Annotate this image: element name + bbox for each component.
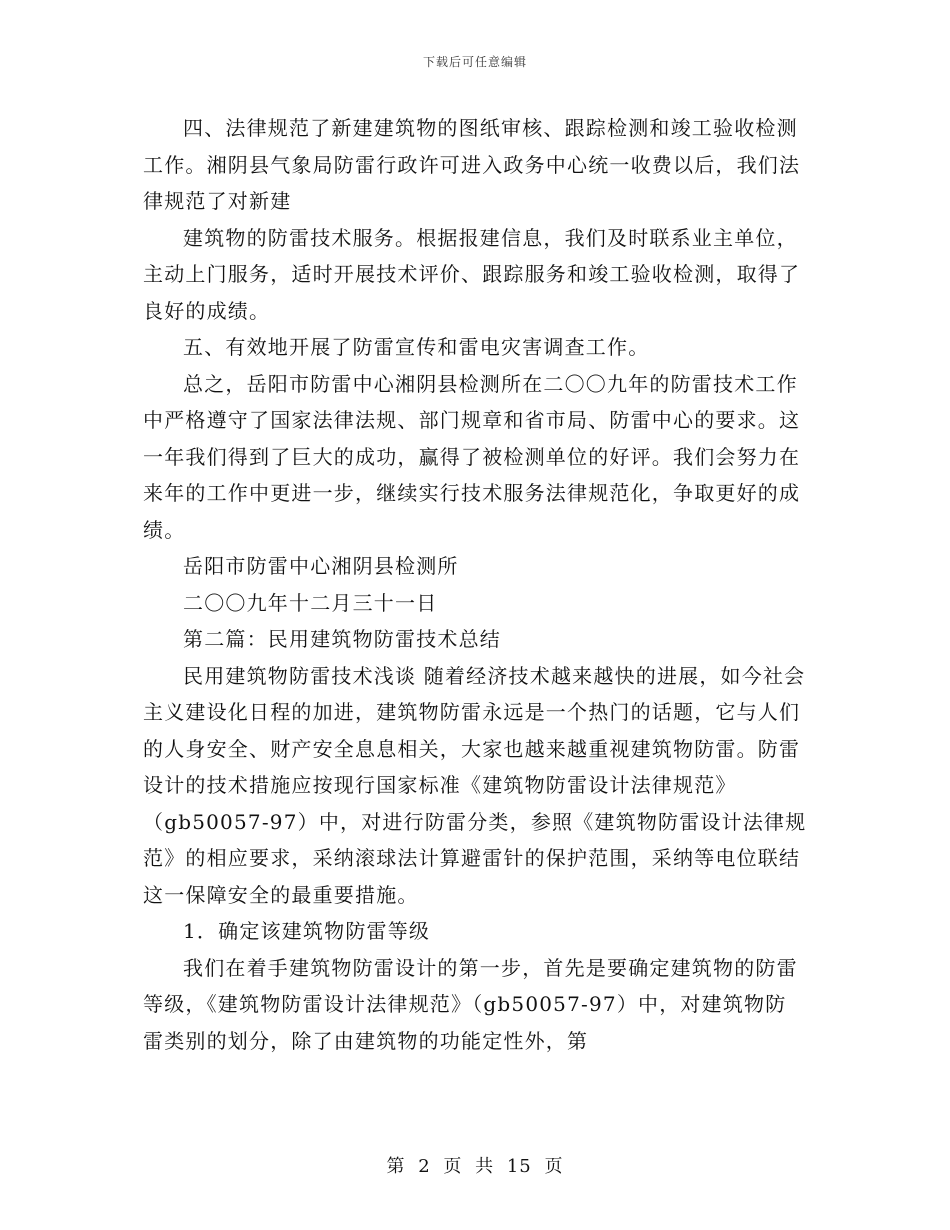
document-body <box>143 110 807 1059</box>
page-number: 第 2 页 共 15 页 <box>386 1156 564 1177</box>
paragraph-section-4: 四、法律规范了新建建筑物的图纸审核、跟踪检测和竣工验收检测工作。湘阴县气象局防雷行政许可进入政务中心统一收费以后，我们法律规范了对新建 <box>143 116 801 213</box>
signature-organization: 岳阳市防雷中心湘阴县检测所 <box>183 554 459 578</box>
paragraph-section-5: 五、有效地开展了防雷宣传和雷电灾害调查工作。 <box>183 335 650 359</box>
numbered-heading-1: 1．确定该建筑物防雷等级 <box>183 919 431 943</box>
page-header: 下载后可任意编辑 <box>422 55 527 69</box>
paragraph-summary: 总之，岳阳市防雷中心湘阴县检测所在二〇〇九年的防雷技术工作中严格遵守了国家法律法规、部门规章和省市局、防雷中心的要求。这一年我们得到了巨大的成功，赢得了被检测单位的好评。我们会努力在来年的工作中更进一步，继续实行技术服务法律规范化，争取更好的成绩。 <box>143 371 801 542</box>
paragraph-grade: 我们在着手建筑物防雷设计的第一步，首先是要确定建筑物的防雷等级，《建筑物防雷设计法律规范》（gb50057-97）中，对建筑物防雷类别的划分，除了由建筑物的功能定性外，第 <box>143 955 798 1053</box>
paragraph-section-4-cont: 建筑物的防雷技术服务。根据报建信息，我们及时联系业主单位，主动上门服务，适时开展技术评价、跟踪服务和竣工验收检测，取得了良好的成绩。 <box>143 225 801 323</box>
paragraph-intro: 民用建筑物防雷技术浅谈 随着经济技术越来越快的进展，如今社会主义建设化日程的加进，建筑物防雷永远是一个热门的话题，它与人们的人身安全、财产安全息息相关，大家也越来越重视建筑物防雷。防雷设计的技术措施应按现行国家标准《建筑物防雷设计法律规范》（gb50057-97）中，对进行防雷分类，参照《建筑物防雷设计法律规范》的相应要求，采纳滚球法计算避雷针的保护范围，采纳等电位联结这一保障安全的最重要措施。 <box>143 663 807 907</box>
signature-date: 二〇〇九年十二月三十一日 <box>183 590 438 615</box>
section-heading-part-2: 第二篇：民用建筑物防雷技术总结 <box>183 627 501 651</box>
